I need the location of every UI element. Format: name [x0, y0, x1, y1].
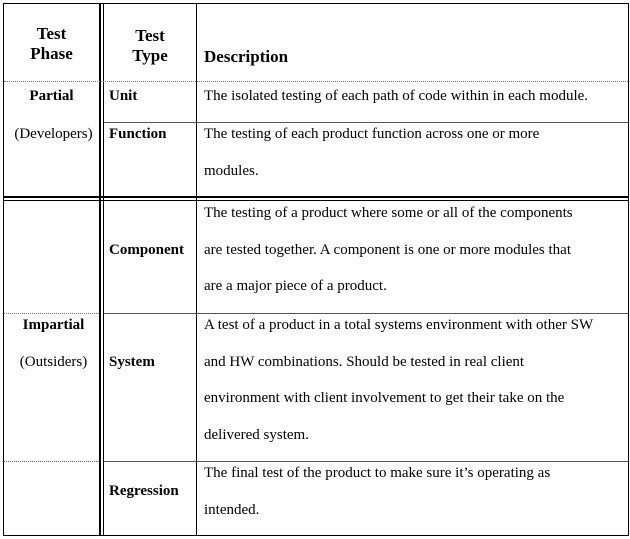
desc-system-line4: delivered system. [204, 427, 309, 443]
row-divider-system-phase [4, 461, 99, 462]
type-component: Component [109, 242, 185, 258]
header-test-phase-line2: Phase [30, 44, 73, 63]
type-system: System [109, 354, 155, 370]
desc-function-line2: modules. [204, 163, 259, 179]
phase-partial: Partial [29, 88, 74, 104]
table-border-right [628, 3, 629, 536]
desc-unit: The isolated testing of each path of code within in each module. [204, 88, 589, 104]
header-test-type [104, 26, 196, 66]
header-test-phase [4, 24, 99, 64]
type-function: Function [109, 126, 167, 142]
header-description: Description [204, 47, 289, 66]
desc-system-line3: environment with client involvement to get their take on the [204, 390, 565, 406]
header-test-type-line1: Test [135, 26, 165, 45]
desc-regression-line1: The final test of the product to make sure it’s operating as [204, 465, 551, 481]
desc-function-line1: The testing of each product function across one or more [204, 126, 540, 142]
table-border-top [3, 3, 629, 4]
phase-partial-who: (Developers) [14, 126, 93, 142]
phase-type-separator-a [99, 3, 101, 536]
header-test-phase-line1: Test [36, 24, 67, 43]
type-regression: Regression [109, 483, 179, 499]
type-unit: Unit [109, 88, 138, 104]
phase-impartial-who: (Outsiders) [19, 354, 88, 370]
phase-impartial: Impartial [22, 317, 85, 333]
desc-regression-line2: intended. [204, 502, 260, 518]
desc-component-line2: are tested together. A component is one or more modules that [204, 242, 571, 258]
phase-type-separator-b [103, 3, 104, 536]
desc-component-line1: The testing of a product where some or all of the components [204, 205, 573, 221]
desc-system-line1: A test of a product in a total systems environment with other SW [204, 317, 594, 333]
type-desc-separator [196, 3, 197, 536]
desc-component-line3: are a major piece of a product. [204, 278, 387, 294]
desc-system-line2: and HW combinations. Should be tested in real client [204, 354, 525, 370]
header-test-type-line2: Type [132, 46, 168, 65]
table-border-bottom [3, 535, 629, 536]
